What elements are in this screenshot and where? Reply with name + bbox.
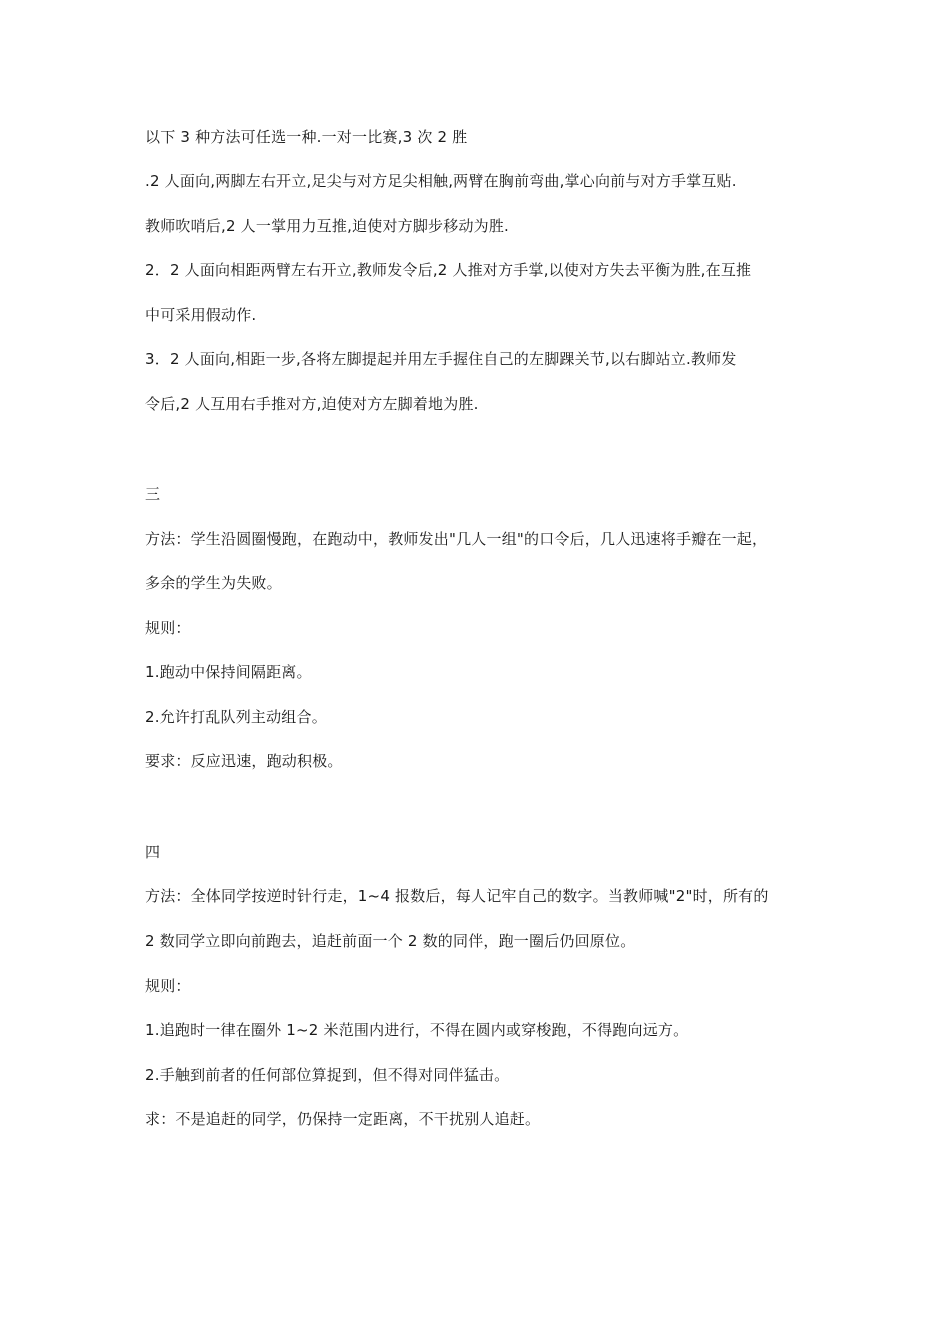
- section3-rules-heading: 规则：: [145, 619, 191, 637]
- section1-method2-line2: 中可采用假动作.: [145, 306, 257, 324]
- section3-requirement: 要求：反应迅速，跑动积极。: [145, 752, 343, 770]
- section4-rule2: 2.手触到前者的任何部位算捉到，但不得对同伴猛击。: [145, 1066, 510, 1084]
- section1-method3-line2: 令后,2 人互用右手推对方,迫使对方左脚着地为胜.: [145, 395, 479, 413]
- section1-method1-line1: .2 人面向,两脚左右开立,足尖与对方足尖相触,两臂在胸前弯曲,掌心向前与对方手掌互贴.: [145, 172, 737, 190]
- section4-rules-heading: 规则：: [145, 977, 191, 995]
- section3-method-line2: 多余的学生为失败。: [145, 574, 282, 592]
- section1-method2-line1: 2．2 人面向相距两臂左右开立,教师发令后,2 人推对方手掌,以使对方失去平衡为胜,在互推: [145, 261, 752, 279]
- section4-rule1: 1.追跑时一律在圈外 1~2 米范围内进行，不得在圆内或穿梭跑，不得跑向远方。: [145, 1021, 689, 1039]
- section4-requirement: 求：不是追赶的同学，仍保持一定距离，不干扰别人追赶。: [145, 1110, 541, 1128]
- section1-method3-line1: 3．2 人面向,相距一步,各将左脚提起并用左手握住自己的左脚踝关节,以右脚站立.教师发: [145, 350, 737, 368]
- section3-rule2: 2.允许打乱队列主动组合。: [145, 708, 327, 726]
- section4-heading: 四: [145, 843, 161, 861]
- section3-heading: 三: [145, 485, 161, 503]
- section3-method-line1: 方法：学生沿圆圈慢跑，在跑动中，教师发出"几人一组"的口令后，几人迅速将手瓣在一起，: [145, 530, 768, 548]
- section4-method-line2: 2 数同学立即向前跑去，追赶前面一个 2 数的同伴，跑一圈后仍回原位。: [145, 932, 636, 950]
- section1-intro: 以下 3 种方法可任选一种.一对一比赛,3 次 2 胜: [145, 128, 468, 146]
- section4-method-line1: 方法：全体同学按逆时针行走，1~4 报数后，每人记牢自己的数字。当教师喊"2"时，所有的: [145, 887, 769, 905]
- section3-rule1: 1.跑动中保持间隔距离。: [145, 663, 312, 681]
- section1-method1-line2: 教师吹哨后,2 人一掌用力互推,迫使对方脚步移动为胜.: [145, 217, 510, 235]
